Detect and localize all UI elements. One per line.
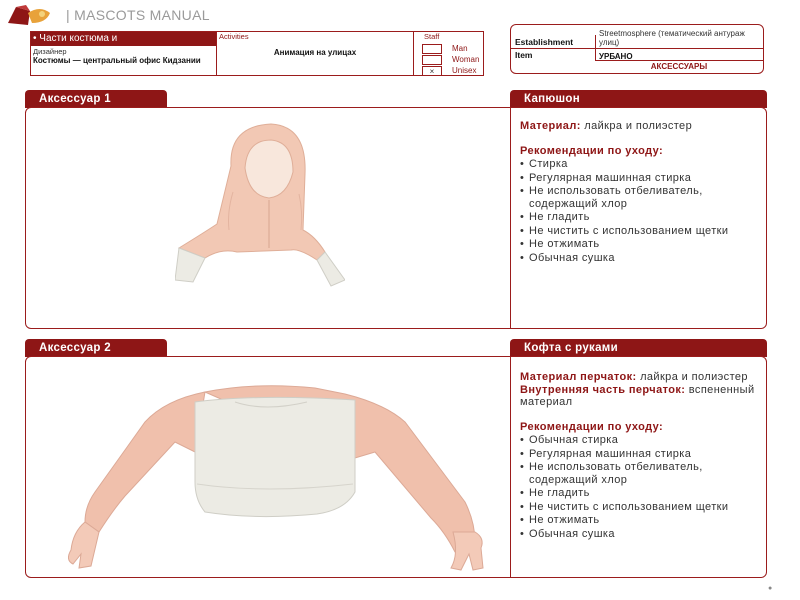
staff-option-man[interactable] bbox=[422, 43, 468, 54]
care-item: • Обычная стирка bbox=[520, 434, 760, 447]
staff-option-label: Man bbox=[452, 44, 468, 53]
shirt-with-arms-image bbox=[55, 382, 495, 572]
care-title: Рекомендации по уходу: bbox=[520, 144, 664, 157]
staff-checkbox[interactable] bbox=[422, 55, 442, 65]
establishment-separator bbox=[595, 35, 596, 61]
accessory-1-name: Капюшон bbox=[510, 90, 767, 108]
care-item: • Не чистить с использованием щетки bbox=[520, 501, 760, 514]
page-marker: ● bbox=[768, 585, 773, 592]
designer-value: Костюмы — центральный офис Кидзании bbox=[33, 56, 201, 65]
parts-cell bbox=[31, 32, 217, 75]
care-item: • Регулярная машинная стирка bbox=[520, 448, 760, 461]
material-value: лайкра и полиэстер bbox=[584, 120, 693, 132]
hood-image bbox=[175, 112, 345, 288]
staff-cell bbox=[414, 32, 484, 75]
parts-label: • Части костюма и bbox=[31, 32, 216, 46]
care-item: • Обычная сушка bbox=[520, 252, 760, 265]
care-list bbox=[520, 158, 760, 264]
accessory-2-name: Кофта с руками bbox=[510, 339, 767, 357]
staff-label: Staff bbox=[424, 32, 440, 41]
designer-label: Дизайнер bbox=[33, 47, 67, 56]
manual-title: | MASCOTS MANUAL bbox=[66, 7, 210, 23]
category-value: АКСЕССУАРЫ bbox=[595, 60, 763, 73]
inner-material-label: Внутренняя часть перчаток: bbox=[520, 383, 686, 396]
establishment-box bbox=[510, 24, 764, 74]
care-item: • Стирка bbox=[520, 158, 760, 171]
costume-info-box bbox=[30, 31, 484, 76]
item-key: Item bbox=[515, 50, 533, 60]
care-item: • Не использовать отбеливатель, содержащий хлор bbox=[520, 185, 760, 210]
staff-checkbox[interactable] bbox=[422, 44, 442, 54]
staff-checkbox[interactable]: × bbox=[422, 66, 442, 76]
staff-option-label: Woman bbox=[452, 55, 480, 64]
establishment-value: Streetmosphere (тематический антураж улиц) bbox=[599, 29, 745, 47]
care-item: • Не гладить bbox=[520, 487, 760, 500]
kidzania-logo bbox=[6, 3, 64, 27]
care-title: Рекомендации по уходу: bbox=[520, 420, 664, 433]
item-value: УРБАНО bbox=[599, 52, 633, 61]
inner-material-value: вспененный материал bbox=[520, 383, 755, 408]
care-item: • Не отжимать bbox=[520, 514, 760, 527]
accessory-1-tab: Аксессуар 1 bbox=[25, 90, 167, 108]
care-item: • Обычная сушка bbox=[520, 528, 760, 541]
care-item: • Не использовать отбеливатель, содержащий хлор bbox=[520, 461, 760, 486]
care-item: • Не отжимать bbox=[520, 238, 760, 251]
material-label: Материал перчаток: bbox=[520, 371, 637, 383]
care-item: • Не чистить с использованием щетки bbox=[520, 225, 760, 238]
panel-divider bbox=[510, 357, 511, 577]
activities-cell bbox=[217, 32, 414, 75]
material-label: Материал: bbox=[520, 120, 581, 132]
activities-value: Анимация на улицах bbox=[273, 48, 357, 57]
material-value: лайкра и полиэстер bbox=[640, 371, 748, 383]
care-item: • Регулярная машинная стирка bbox=[520, 172, 760, 185]
establishment-key: Establishment bbox=[515, 37, 574, 47]
accessory-1-description bbox=[520, 120, 760, 264]
accessory-2-tab: Аксессуар 2 bbox=[25, 339, 167, 357]
accessory-2-description bbox=[520, 371, 760, 540]
activities-label: Activities bbox=[219, 32, 249, 41]
staff-option-label: Unisex bbox=[452, 66, 477, 75]
care-item: • Не гладить bbox=[520, 211, 760, 224]
staff-option-unisex[interactable] bbox=[422, 65, 476, 76]
care-list bbox=[520, 434, 760, 540]
panel-divider bbox=[510, 108, 511, 328]
staff-option-woman[interactable] bbox=[422, 54, 479, 65]
